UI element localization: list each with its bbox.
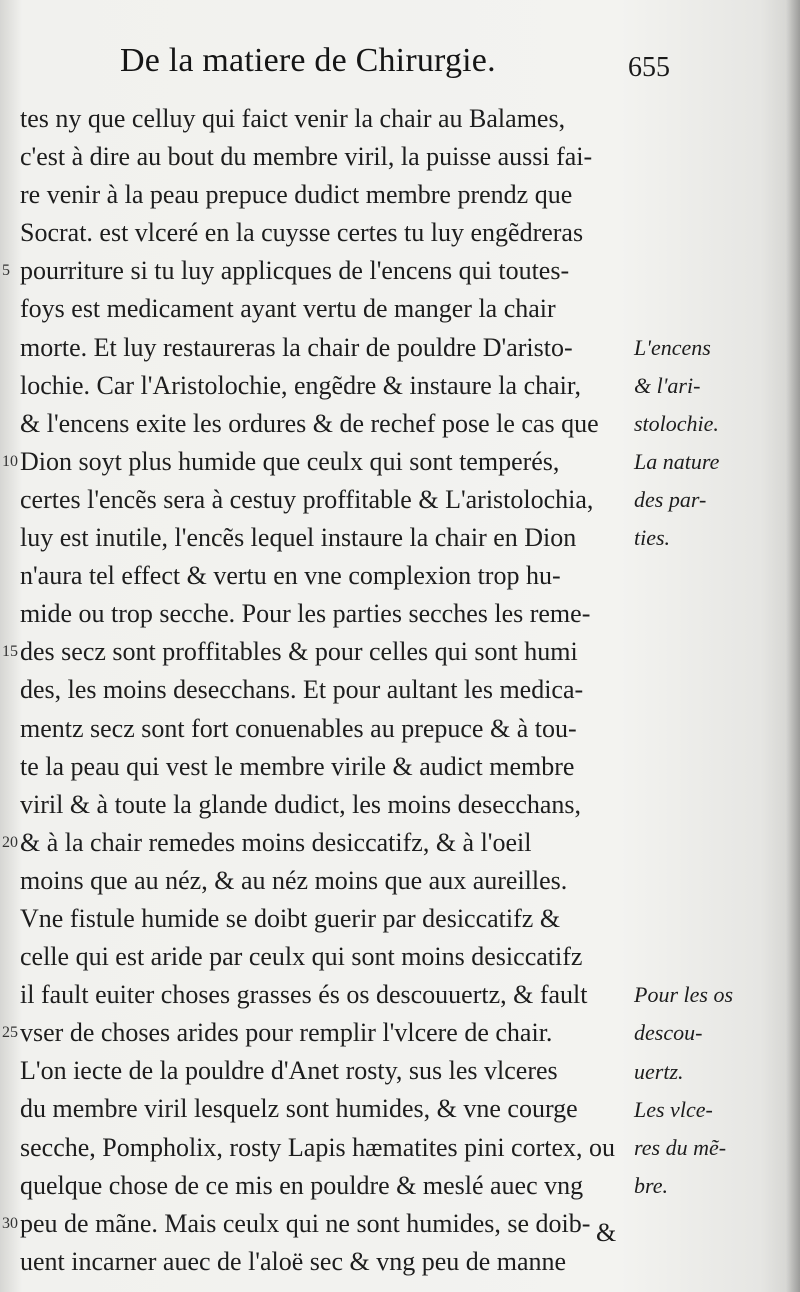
- line-number: 10: [2, 452, 18, 470]
- text-line: vser de choses arides pour remplir l'vlcere de chair. 25: [20, 1014, 630, 1052]
- running-head: [0, 42, 800, 90]
- text-line: lochie. Car l'Aristolochie, engẽdre & instaure la chair,: [20, 370, 581, 400]
- text-line: quelque chose de ce mis en pouldre & meslé auec vng: [20, 1170, 584, 1200]
- line-number: 25: [2, 1024, 18, 1042]
- text-line: n'aura tel effect & vertu en vne complexion trop hu-: [20, 561, 561, 591]
- text-line: mide ou trop secche. Pour les parties secches les reme-: [20, 599, 591, 629]
- text-line: re venir à la peau prepuce dudict membre prendz que: [20, 180, 573, 210]
- page-title: De la matiere de Chirurgie.: [120, 42, 496, 79]
- text-line: uent incarner auec de l'aloë sec & vng peu de manne: [20, 1246, 567, 1276]
- margin-note: des par-: [634, 487, 707, 512]
- text-line: moins que au néz, & au néz moins que aux aureilles.: [20, 865, 568, 895]
- margin-note: descou-: [634, 1020, 703, 1046]
- margin-note: bre.: [634, 1172, 669, 1198]
- margin-note: Pour les os: [634, 982, 733, 1008]
- text-line: des secz sont proffitables & pour celles qui sont humi 15: [20, 633, 630, 671]
- text-line: certes l'encẽs sera à cestuy proffitable & L'aristolochia,: [20, 484, 594, 514]
- margin-note: & l'ari-: [634, 372, 701, 398]
- text-line: mentz secz sont fort conuenables au prepuce & à tou-: [20, 713, 577, 743]
- margin-note: ties.: [634, 525, 671, 551]
- text-line: Dion soyt plus humide que ceulx qui sont temperés, 10: [20, 443, 630, 481]
- margin-note: L'encens: [634, 334, 711, 360]
- text-line: tes ny que celluy qui faict venir la chair au Balames,: [20, 104, 566, 133]
- text-line: foys est medicament ayant vertu de manger la chair: [20, 294, 556, 324]
- text-line: Vne fistule humide se doibt guerir par desiccatifz &: [20, 903, 561, 933]
- line-number: 20: [2, 833, 18, 851]
- text-line: secche, Pompholix, rosty Lapis hæmatites pini cortex, ou: [20, 1132, 616, 1162]
- text-line: luy est inutile, l'encẽs lequel instaure la chair en Dion: [20, 523, 577, 553]
- text-line: peu de mãne. Mais ceulx qui ne sont humides, se doib- 30: [20, 1205, 630, 1243]
- page-edge-shadow: [786, 0, 800, 1292]
- text-line: morte. Et luy restaureras la chair de pouldre D'aristo-: [20, 332, 573, 362]
- text-line: & l'encens exite les ordures & de rechef pose le cas que: [20, 408, 599, 438]
- margin-note: uertz.: [634, 1058, 684, 1084]
- text-line: du membre viril lesquelz sont humides, & vne courge: [20, 1094, 578, 1124]
- margin-note: stolochie.: [634, 410, 719, 436]
- text-line: viril & à toute la glande dudict, les moins desecchans,: [20, 789, 582, 819]
- text-line: c'est à dire au bout du membre viril, la puisse aussi fai-: [20, 142, 593, 172]
- text-line: Socrat. est vlceré en la cuysse certes tu luy engẽdreras: [20, 218, 584, 248]
- margin-note: La nature: [634, 448, 720, 474]
- catchword: &: [596, 1218, 617, 1247]
- text-line: te la peau qui vest le membre virile & audict membre: [20, 751, 575, 781]
- margin-note: res du mẽ-: [634, 1134, 727, 1160]
- line-number: 5: [2, 262, 10, 280]
- text-line: L'on iecte de la pouldre d'Anet rosty, sus les vlceres: [20, 1056, 558, 1086]
- text-line: & à la chair remedes moins desiccatifz, & à l'oeil 20: [20, 824, 630, 862]
- text-line: il fault euiter choses grasses és os descouuertz, & fault: [20, 980, 588, 1010]
- margin-note: Les vlce-: [634, 1096, 713, 1122]
- line-number: 30: [2, 1214, 18, 1232]
- line-number: 15: [2, 643, 18, 661]
- text-line: pourriture si tu luy applicques de l'encens qui toutes- 5: [20, 252, 630, 290]
- page-number: 655: [628, 52, 670, 83]
- main-text-block: [2, 100, 630, 1281]
- text-line: celle qui est aride par ceulx qui sont moins desiccatifz: [20, 942, 583, 972]
- text-line: des, les moins desecchans. Et pour aultant les medica-: [20, 675, 584, 705]
